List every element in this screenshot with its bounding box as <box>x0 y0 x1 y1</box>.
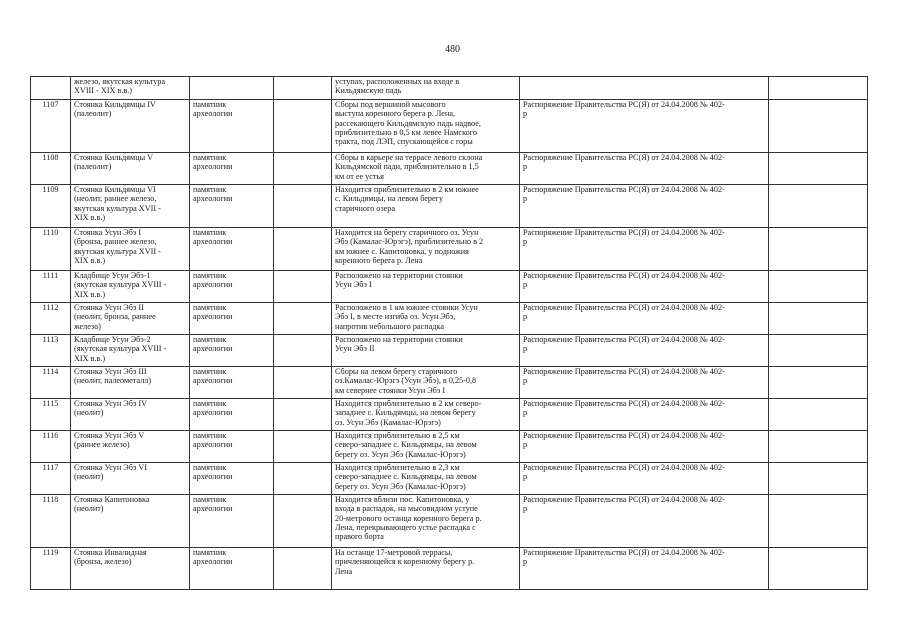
monument-location <box>332 431 520 463</box>
monument-category <box>190 303 274 335</box>
legal-document-line: Распоряжение Правительства РС(Я) от 24.04.2008 № 402- <box>523 185 725 194</box>
monument-location-line: Сборы на левом берегу старичного <box>335 367 458 376</box>
monument-name-line: Стоянка Капитоновка <box>74 495 150 504</box>
monument-name-line: железо, якутская культура <box>74 77 166 86</box>
row-number: 1114 <box>31 367 71 399</box>
monument-location-line: причленяющейся к коренному берегу р. <box>335 557 475 567</box>
monument-category-line: памятник <box>193 271 227 280</box>
monument-name <box>71 548 190 590</box>
monument-location-line: Усун Эбэ II <box>335 344 375 354</box>
empty-cell <box>274 271 332 303</box>
monument-category <box>190 185 274 228</box>
legal-document <box>520 335 769 367</box>
legal-document <box>520 367 769 399</box>
table-row <box>31 228 868 271</box>
legal-document-line: р <box>523 472 528 482</box>
monument-location-line: Находится приблизительно в 2,3 км <box>335 463 460 472</box>
legal-document-line: Распоряжение Правительства РС(Я) от 24.04.2008 № 402- <box>523 495 725 504</box>
monument-location-line: Эбэ (Камалас-Юрэгэ), приблизительно в 2 <box>335 237 484 247</box>
legal-document <box>520 100 769 153</box>
legal-document-line: р <box>523 280 528 290</box>
monument-category-line: археологии <box>193 376 233 386</box>
monument-name-line: Стоянка Кильдямцы VI <box>74 185 156 194</box>
monument-location-line: старичного озера <box>335 203 395 213</box>
monument-location <box>332 548 520 590</box>
monument-location-line: Кильдямской пади, приблизительно в 1,5 <box>335 162 479 172</box>
monument-category <box>190 271 274 303</box>
monument-location-line: Находится на берегу старичного оз. Усун <box>335 228 479 237</box>
legal-document <box>520 185 769 228</box>
monument-name <box>71 463 190 495</box>
legal-document <box>520 495 769 548</box>
page-number: 480 <box>445 44 460 55</box>
monument-name <box>71 335 190 367</box>
monument-name <box>71 271 190 303</box>
legal-document <box>520 303 769 335</box>
empty-cell <box>274 431 332 463</box>
notes-cell <box>769 399 868 431</box>
legal-document-line: р <box>523 408 528 418</box>
monument-category-line: археологии <box>193 312 233 322</box>
monument-category-line: археологии <box>193 280 233 290</box>
monument-location-line: входа в распадок, на мысовидном уступе <box>335 504 478 514</box>
monument-category-line: археологии <box>193 408 233 418</box>
monument-name-line: XIX в.в.) <box>74 212 106 222</box>
table-row <box>31 153 868 185</box>
legal-document-line: р <box>523 162 528 172</box>
monument-location <box>332 463 520 495</box>
heritage-registry-table <box>30 76 868 590</box>
empty-cell <box>274 335 332 367</box>
legal-document-line: р <box>523 344 528 354</box>
monument-location-line: Расположено на территории стоянки <box>335 271 463 280</box>
monument-name <box>71 77 190 100</box>
monument-location-line: км севернее стоянки Усун Эбэ I <box>335 385 446 395</box>
legal-document-line: Распоряжение Правительства РС(Я) от 24.04.2008 № 402- <box>523 303 725 312</box>
monument-location-line: берегу оз. Усун Эбэ (Камалас-Юрэгэ) <box>335 481 466 491</box>
monument-location-line: Находится приблизительно в 2 км северо- <box>335 399 482 408</box>
table-row <box>31 399 868 431</box>
monument-name <box>71 185 190 228</box>
legal-document <box>520 228 769 271</box>
monument-location <box>332 495 520 548</box>
row-number: 1109 <box>31 185 71 228</box>
monument-location-line: Сборы в карьере на террасе левого склона <box>335 153 483 162</box>
monument-name-line: (неолит, бронза, раннее <box>74 312 156 322</box>
monument-location-line: Сборы под вершиной мысового <box>335 100 446 109</box>
monument-location <box>332 335 520 367</box>
monument-name-line: Стоянка Усун Эбэ II <box>74 303 144 312</box>
notes-cell <box>769 77 868 100</box>
monument-location-line: Кильдямскую падь <box>335 86 402 96</box>
monument-location-line: приблизительно в 0,5 км левее Намского <box>335 127 477 137</box>
monument-name <box>71 431 190 463</box>
empty-cell <box>274 100 332 153</box>
monument-location <box>332 228 520 271</box>
empty-cell <box>274 463 332 495</box>
monument-name-line: железо) <box>74 321 102 331</box>
monument-location-line: тракта, под ЛЭП, спускающейся с горы <box>335 137 473 147</box>
monument-name-line: XIX в.в.) <box>74 255 106 265</box>
monument-name-line: Стоянка Кильдямцы IV <box>74 100 156 109</box>
row-number: 1107 <box>31 100 71 153</box>
monument-name-line: Стоянка Усун Эбэ VI <box>74 463 148 472</box>
monument-location-line: Лена, перекрывающего устье распадка с <box>335 522 476 532</box>
monument-location-line: км южнее с. Капитоновка, у подножия <box>335 246 469 256</box>
empty-cell <box>274 548 332 590</box>
monument-location <box>332 399 520 431</box>
monument-location-line: На останце 17-метровой террасы, <box>335 548 453 557</box>
monument-category-line: памятник <box>193 431 227 440</box>
monument-name <box>71 399 190 431</box>
monument-name-line: XIX в.в.) <box>74 289 106 299</box>
monument-category-line: памятник <box>193 399 227 408</box>
legal-document-line: Распоряжение Правительства РС(Я) от 24.04.2008 № 402- <box>523 228 725 237</box>
monument-location <box>332 271 520 303</box>
monument-location-line: Находится приблизительно в 2 км южнее <box>335 185 479 194</box>
monument-category-line: археологии <box>193 237 233 247</box>
legal-document-line: Распоряжение Правительства РС(Я) от 24.04.2008 № 402- <box>523 548 725 557</box>
monument-location-line: правого борта <box>335 532 384 542</box>
notes-cell <box>769 495 868 548</box>
table-row <box>31 303 868 335</box>
monument-category-line: археологии <box>193 472 233 482</box>
legal-document <box>520 548 769 590</box>
monument-category <box>190 431 274 463</box>
monument-name-line: якутская культура XVII - <box>74 203 161 213</box>
monument-category-line: археологии <box>193 344 233 354</box>
legal-document <box>520 77 769 100</box>
monument-name <box>71 228 190 271</box>
monument-name-line: (неолит, палеометалл) <box>74 376 152 386</box>
monument-location-line: Находится вблизи пос. Капитоновка, у <box>335 495 470 504</box>
notes-cell <box>769 463 868 495</box>
monument-location <box>332 77 520 100</box>
monument-name <box>71 153 190 185</box>
monument-location-line: уступах, расположенных на входе в <box>335 77 460 86</box>
empty-cell <box>274 495 332 548</box>
monument-name-line: Кладбище Усун Эбэ-1 <box>74 271 151 280</box>
monument-category-line: археологии <box>193 109 233 119</box>
monument-name <box>71 367 190 399</box>
monument-location <box>332 185 520 228</box>
legal-document-line: р <box>523 237 528 247</box>
notes-cell <box>769 228 868 271</box>
legal-document <box>520 271 769 303</box>
legal-document-line: Распоряжение Правительства РС(Я) от 24.04.2008 № 402- <box>523 271 725 280</box>
monument-name-line: (неолит) <box>74 472 104 482</box>
legal-document-line: р <box>523 557 528 567</box>
row-number: 1119 <box>31 548 71 590</box>
monument-name <box>71 100 190 153</box>
table-row <box>31 431 868 463</box>
monument-category-line: памятник <box>193 303 227 312</box>
legal-document-line: Распоряжение Правительства РС(Я) от 24.04.2008 № 402- <box>523 399 725 408</box>
monument-name-line: Стоянка Усун Эбэ V <box>74 431 145 440</box>
monument-location-line: Расположено на территории стоянки <box>335 335 463 344</box>
monument-category <box>190 228 274 271</box>
row-number: 1108 <box>31 153 71 185</box>
monument-name-line: (неолит, раннее железо, <box>74 194 157 204</box>
table-row <box>31 548 868 590</box>
monument-location-line: оз. Усун Эбэ (Камалас-Юрэгэ) <box>335 417 441 427</box>
monument-location-line: оз.Камалас-Юрэгэ (Усун Эбэ), в 0,25-0,8 <box>335 376 477 386</box>
monument-name <box>71 495 190 548</box>
monument-location-line: Усун Эбэ I <box>335 280 372 290</box>
monument-location-line: берегу оз. Усун Эбэ (Камалас-Юрэгэ) <box>335 449 466 459</box>
monument-category <box>190 463 274 495</box>
row-number <box>31 77 71 100</box>
monument-category <box>190 335 274 367</box>
monument-location-line: выступа коренного берега р. Лена, <box>335 109 456 119</box>
legal-document-line: Распоряжение Правительства РС(Я) от 24.04.2008 № 402- <box>523 335 725 344</box>
monument-category-line: памятник <box>193 335 227 344</box>
monument-category-line: археологии <box>193 557 233 567</box>
monument-location-line: Находится приблизительно в 2,5 км <box>335 431 460 440</box>
table-row <box>31 367 868 399</box>
monument-name-line: Стоянка Усун Эбэ IV <box>74 399 148 408</box>
legal-document-line: Распоряжение Правительства РС(Я) от 24.04.2008 № 402- <box>523 431 725 440</box>
monument-category-line: памятник <box>193 495 227 504</box>
notes-cell <box>769 431 868 463</box>
monument-category-line: памятник <box>193 100 227 109</box>
legal-document-line: Распоряжение Правительства РС(Я) от 24.04.2008 № 402- <box>523 153 725 162</box>
table-row <box>31 463 868 495</box>
table-row <box>31 100 868 153</box>
row-number: 1110 <box>31 228 71 271</box>
monument-location-line: Расположено в 1 км южнее стоянки Усун <box>335 303 478 312</box>
monument-name-line: Стоянка Усун Эбэ I <box>74 228 142 237</box>
empty-cell <box>274 399 332 431</box>
monument-category <box>190 548 274 590</box>
row-number: 1113 <box>31 335 71 367</box>
monument-location-line: Эбэ I, в месте изгиба оз. Усун Эбэ, <box>335 312 456 322</box>
notes-cell <box>769 548 868 590</box>
monument-category-line: археологии <box>193 504 233 514</box>
monument-category <box>190 100 274 153</box>
legal-document-line: р <box>523 504 528 514</box>
monument-name-line: XVIII - XIX в.в.) <box>74 86 132 96</box>
legal-document-line: р <box>523 109 528 119</box>
monument-category <box>190 495 274 548</box>
table-row <box>31 495 868 548</box>
legal-document <box>520 153 769 185</box>
monument-category-line: памятник <box>193 463 227 472</box>
monument-name-line: Стоянка Усун Эбэ III <box>74 367 147 376</box>
legal-document-line: Распоряжение Правительства РС(Я) от 24.04.2008 № 402- <box>523 367 725 376</box>
monument-name-line: (неолит) <box>74 408 104 418</box>
monument-name-line: Кладбище Усун Эбэ-2 <box>74 335 151 344</box>
monument-location-line: 20-метрового останца коренного берега р. <box>335 513 482 523</box>
monument-name-line: (якутская культура XVIII - <box>74 280 167 290</box>
notes-cell <box>769 100 868 153</box>
notes-cell <box>769 185 868 228</box>
row-number: 1116 <box>31 431 71 463</box>
legal-document <box>520 399 769 431</box>
legal-document-line: р <box>523 376 528 386</box>
notes-cell <box>769 335 868 367</box>
notes-cell <box>769 153 868 185</box>
empty-cell <box>274 303 332 335</box>
monument-location-line: Лена <box>335 566 353 576</box>
legal-document-line: Распоряжение Правительства РС(Я) от 24.04.2008 № 402- <box>523 463 725 472</box>
row-number: 1117 <box>31 463 71 495</box>
monument-location-line: напротив небольшого распадка <box>335 321 444 331</box>
monument-name-line: (палеолит) <box>74 162 112 172</box>
monument-location <box>332 367 520 399</box>
table-row <box>31 185 868 228</box>
notes-cell <box>769 271 868 303</box>
monument-category <box>190 153 274 185</box>
monument-name-line: (неолит) <box>74 504 104 514</box>
legal-document-line: Распоряжение Правительства РС(Я) от 24.04.2008 № 402- <box>523 100 725 109</box>
monument-name <box>71 303 190 335</box>
table-row <box>31 335 868 367</box>
monument-category <box>190 77 274 100</box>
monument-name-line: (палеолит) <box>74 109 112 119</box>
monument-location-line: северо-западнее с. Кильдямцы, на левом <box>335 472 477 482</box>
row-number: 1112 <box>31 303 71 335</box>
monument-name-line: (якутская культура XVIII - <box>74 344 167 354</box>
empty-cell <box>274 77 332 100</box>
monument-name-line: якутская культура XVII - <box>74 246 161 256</box>
monument-category-line: памятник <box>193 367 227 376</box>
notes-cell <box>769 303 868 335</box>
row-number: 1115 <box>31 399 71 431</box>
empty-cell <box>274 185 332 228</box>
monument-location <box>332 100 520 153</box>
monument-name-line: XIX в.в.) <box>74 353 106 363</box>
monument-category <box>190 399 274 431</box>
empty-cell <box>274 153 332 185</box>
monument-category-line: памятник <box>193 153 227 162</box>
monument-category-line: археологии <box>193 194 233 204</box>
monument-location-line: рассекающего Кильдямскую падь надвое, <box>335 118 481 128</box>
legal-document-line: р <box>523 194 528 204</box>
monument-name-line: (раннее железо) <box>74 440 130 450</box>
monument-category-line: памятник <box>193 185 227 194</box>
legal-document-line: р <box>523 312 528 322</box>
monument-category <box>190 367 274 399</box>
monument-location-line: западнее с. Кильдямцы, на левом берегу <box>335 408 476 418</box>
monument-location-line: км от ее устья <box>335 171 384 181</box>
monument-location-line: с. Кильдямцы, на левом берегу <box>335 194 444 204</box>
monument-location-line: коренного берега р. Лена <box>335 255 423 265</box>
monument-name-line: Стоянка Кильдямцы V <box>74 153 154 162</box>
monument-name-line: Стоянка Инвалидная <box>74 548 147 557</box>
row-number: 1118 <box>31 495 71 548</box>
monument-category-line: памятник <box>193 548 227 557</box>
monument-category-line: археологии <box>193 440 233 450</box>
legal-document <box>520 463 769 495</box>
monument-name-line: (бронза, железо) <box>74 557 132 567</box>
row-number: 1111 <box>31 271 71 303</box>
monument-name-line: (бронза, раннее железо, <box>74 237 157 247</box>
monument-location-line: северо-западнее с. Кильдямцы, на левом <box>335 440 477 450</box>
empty-cell <box>274 367 332 399</box>
legal-document <box>520 431 769 463</box>
empty-cell <box>274 228 332 271</box>
monument-location <box>332 303 520 335</box>
monument-category-line: памятник <box>193 228 227 237</box>
monument-location <box>332 153 520 185</box>
table-row <box>31 271 868 303</box>
notes-cell <box>769 367 868 399</box>
table-row <box>31 77 868 100</box>
legal-document-line: р <box>523 440 528 450</box>
monument-category-line: археологии <box>193 162 233 172</box>
